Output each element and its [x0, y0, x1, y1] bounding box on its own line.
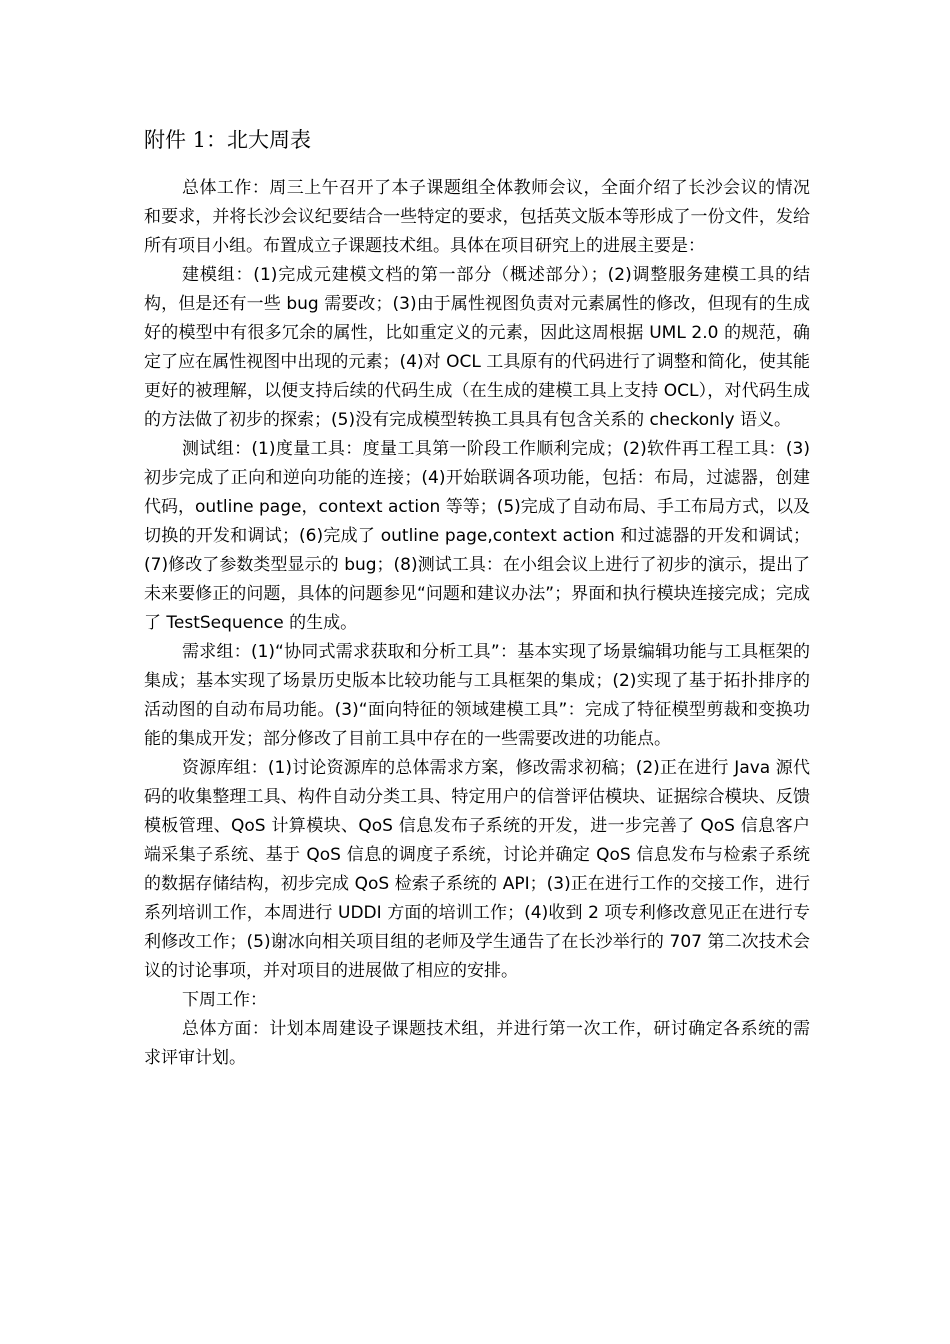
paragraph-overall-work: 总体工作：周三上午召开了本子课题组全体教师会议，全面介绍了长沙会议的情况和要求，并将长沙会议纪要结合一些特定的要求，包括英文版本等形成了一份文件，发给所有项目小组。布置成立子课题技术组。具体在项目研究上的进展主要是：	[144, 178, 810, 256]
paragraph-overall-plan: 总体方面：计划本周建设子课题技术组，并进行第一次工作，研讨确定各系统的需求评审计划。	[144, 1019, 810, 1068]
paragraph-testing-group: 测试组：(1)度量工具：度量工具第一阶段工作顺利完成；(2)软件再工程工具：(3)初步完成了正向和逆向功能的连接；(4)开始联调各项功能，包括：布局，过滤器，创建代码，outline page，context action 等等；(5)完成了自动布局、手工布局方式，以及切换的开发和调试；(6)完成了 outline page,context action 和过滤器的开发和调试；(7)修改了参数类型显示的 bug；(8)测试工具：在小组会议上进行了初步的演示，提出了未来要修正的问题，具体的问题参见“问题和建议办法”；界面和执行模块连接完成；完成了 TestSequence 的生成。	[144, 439, 810, 633]
paragraph-next-week-heading: 下周工作：	[182, 990, 267, 1010]
paragraph-repository-group: 资源库组：(1)讨论资源库的总体需求方案，修改需求初稿；(2)正在进行 Java 源代码的收集整理工具、构件自动分类工具、特定用户的信誉评估模块、证据综合模块、反馈模板管理、QoS 计算模块、QoS 信息发布子系统的开发，进一步完善了 QoS 信息客户端采集子系统、基于 QoS 信息的调度子系统，讨论并确定 QoS 信息发布与检索子系统的数据存储结构，初步完成 QoS 检索子系统的 API；(3)正在进行工作的交接工作，进行系列培训工作，本周进行 UDDI 方面的培训工作；(4)收到 2 项专利修改意见正在进行专利修改工作；(5)谢冰向相关项目组的老师及学生通告了在长沙举行的 707 第二次技术会议的讨论事项，并对项目的进展做了相应的安排。	[144, 758, 810, 981]
document-title: 附件 1：北大周表	[144, 128, 312, 152]
paragraph-requirements-group: 需求组：(1)“协同式需求获取和分析工具”：基本实现了场景编辑功能与工具框架的集成；基本实现了场景历史版本比较功能与工具框架的集成；(2)实现了基于拓扑排序的活动图的自动布局功能。(3)“面向特征的领域建模工具”：完成了特征模型剪裁和变换功能的集成开发；部分修改了目前工具中存在的一些需要改进的功能点。	[144, 642, 810, 749]
paragraph-modeling-group: 建模组：(1)完成元建模文档的第一部分（概述部分）；(2)调整服务建模工具的结构，但是还有一些 bug 需要改；(3)由于属性视图负责对元素属性的修改，但现有的生成好的模型中有很多冗余的属性，比如重定义的元素，因此这周根据 UML 2.0 的规范，确定了应在属性视图中出现的元素；(4)对 OCL 工具原有的代码进行了调整和简化，使其能更好的被理解，以便支持后续的代码生成（在生成的建模工具上支持 OCL），对代码生成的方法做了初步的探索；(5)没有完成模型转换工具具有包含关系的 checkonly 语义。	[144, 265, 810, 430]
document-body	[144, 174, 810, 1073]
